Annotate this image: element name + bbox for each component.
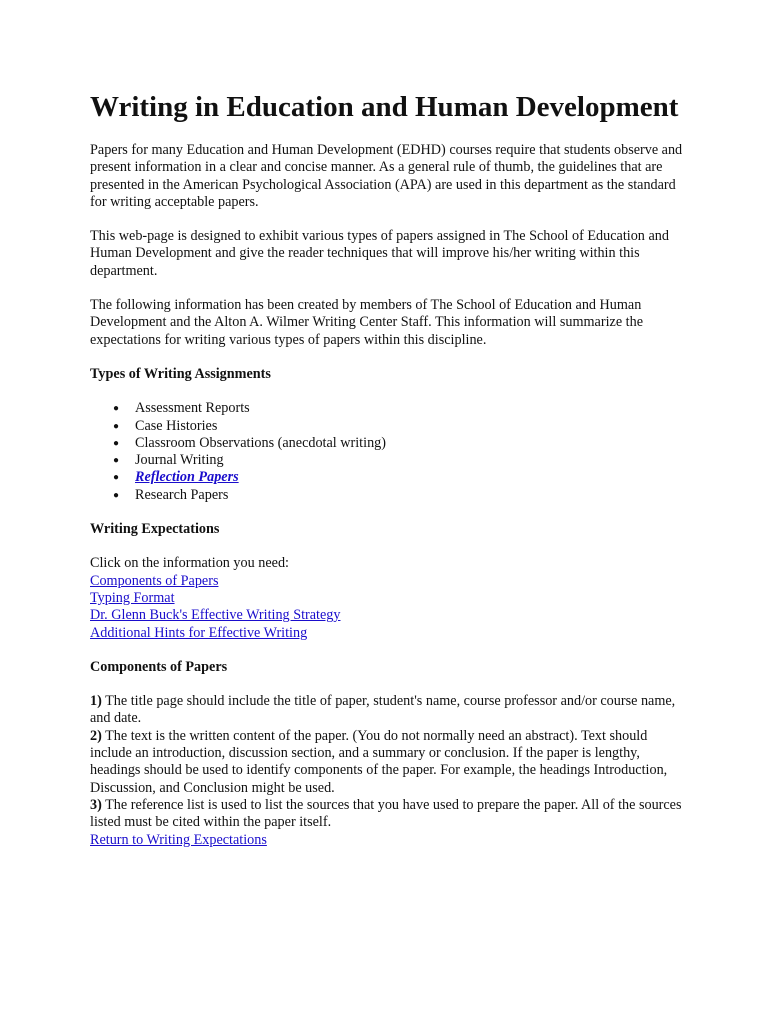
list-item-label: Journal Writing (135, 452, 224, 469)
components-link[interactable]: Components of Papers (90, 572, 219, 589)
list-item (113, 417, 690, 435)
components-heading: Components of Papers (90, 658, 228, 675)
component-item (90, 797, 690, 832)
component-item (90, 693, 690, 728)
types-list (90, 400, 690, 504)
list-item (113, 486, 690, 504)
list-item-label: Research Papers (135, 486, 229, 503)
additional-hints-link[interactable]: Additional Hints for Effective Writing (90, 624, 308, 641)
component-number: 2) (90, 727, 102, 744)
list-item (113, 400, 690, 417)
return-row (90, 832, 690, 849)
component-item (90, 728, 690, 797)
list-item-label: Assessment Reports (135, 400, 250, 417)
component-number: 1) (90, 693, 102, 710)
component-text: The text is the written content of the paper. (You do not normally need an abstract). Text should include an introduction, discussion section, and a summary or conclusion. If the paper is lengthy, headings should be used to identify components of the paper. For example, the headings Introduction, Discussion, and Conclusion might be used. (90, 727, 668, 796)
reflection-papers-link[interactable]: Reflection Papers (135, 469, 239, 486)
component-text: The title page should include the title of paper, student's name, course professor and/or course name, and date. (90, 693, 676, 727)
expectations-prompt: Click on the information you need: (90, 555, 289, 572)
list-item (113, 434, 690, 452)
component-text: The reference list is used to list the sources that you have used to prepare the paper. All of the sources listed must be cited within the paper itself. (90, 796, 682, 831)
list-item (113, 469, 690, 486)
expectations-heading: Writing Expectations (90, 521, 220, 538)
writing-strategy-link[interactable]: Dr. Glenn Buck's Effective Writing Strategy (90, 607, 341, 624)
components-list (90, 693, 690, 849)
expectations-links (90, 555, 690, 641)
bullet-icon: ● (113, 455, 120, 467)
page-title: Writing in Education and Human Development (90, 91, 679, 123)
typing-format-link[interactable]: Typing Format (90, 589, 175, 606)
component-number: 3) (90, 796, 102, 813)
list-item-label: Classroom Observations (anecdotal writing) (135, 434, 386, 451)
return-link[interactable]: Return to Writing Expectations (90, 831, 267, 848)
types-heading: Types of Writing Assignments (90, 365, 271, 382)
list-item-label: Case Histories (135, 417, 218, 434)
bullet-icon: ● (113, 472, 120, 484)
bullet-icon: ● (113, 489, 120, 501)
bullet-icon: ● (113, 437, 120, 449)
intro-paragraph: Papers for many Education and Human Development (EDHD) courses require that students observe and present information in a clear and concise manner. As a general rule of thumb, the guidelines that are presented in the American Psychological Association (APA) are used in this department as the standard for writing acceptable papers. (90, 142, 683, 210)
list-item (113, 452, 690, 469)
document-page (90, 90, 690, 849)
bullet-icon: ● (113, 420, 120, 432)
authors-paragraph: The following information has been created by members of The School of Education and Human Development and the Alton A. Wilmer Writing Center Staff. This information will summarize the expectations for writing various types of papers within this discipline. (90, 297, 643, 348)
purpose-paragraph: This web-page is designed to exhibit various types of papers assigned in The School of Education and Human Development and give the reader techniques that will improve his/her writing within this department. (90, 228, 669, 279)
bullet-icon: ● (113, 403, 120, 415)
